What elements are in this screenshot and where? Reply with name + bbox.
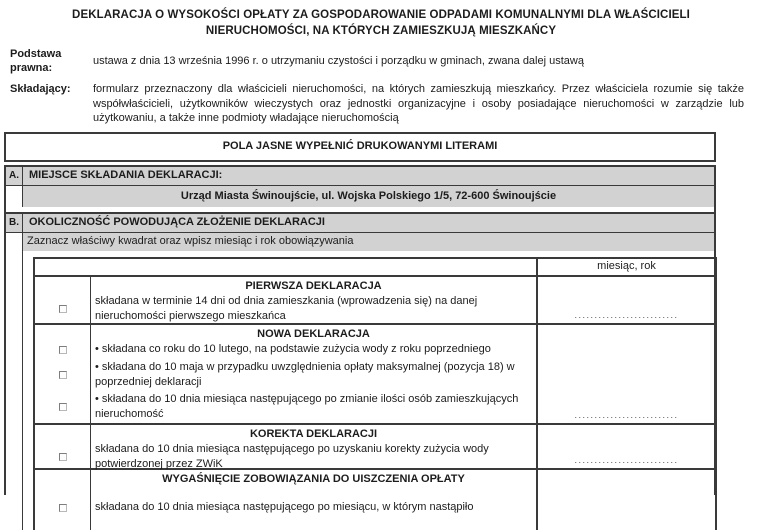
instruction-spacer (6, 233, 23, 251)
option-body (35, 277, 536, 323)
checkbox-spacer-cell (35, 425, 91, 442)
checkbox-cell (35, 359, 91, 391)
document-title-line2: NIERUCHOMOŚCI, NA KTÓRYCH ZAMIESZKUJĄ MIESZKAŃCY (205, 25, 557, 37)
month-year-header: miesiąc, rok (536, 259, 715, 275)
section-b-title: OKOLICZNOŚĆ POWODUJĄCA ZŁOŻENIE DEKLARACJI (23, 214, 714, 232)
checkbox-cell (35, 341, 91, 358)
option-item-row (35, 441, 536, 473)
checkbox-spacer-cell (35, 325, 91, 342)
document-title (0, 7, 762, 39)
option-body (35, 325, 536, 423)
document-title-line1: DEKLARACJA O WYSOKOŚCI OPŁATY ZA GOSPODAROWANIE ODPADAMI KOMUNALNYMI DLA WŁAŚCICIELI (72, 9, 690, 21)
expiration-checkbox[interactable] (59, 504, 67, 512)
option-title-row (35, 325, 536, 342)
option-row-correction (35, 425, 715, 470)
option-item-row (35, 391, 536, 423)
option-body (35, 425, 536, 471)
filer-label: Składający: (10, 83, 71, 95)
month-year-input-cell[interactable] (536, 425, 715, 468)
correction-checkbox[interactable] (59, 453, 67, 461)
new-declaration-may-checkbox[interactable] (59, 371, 67, 379)
option-item-text: • składana do 10 dnia miesiąca następującego po zmianie ilości osób zamieszkujących nieruchomość (95, 392, 519, 420)
month-year-input-cell[interactable] (536, 470, 715, 530)
section-b-header-row (6, 212, 714, 233)
month-year-header-row (35, 259, 715, 277)
first-declaration-checkbox[interactable] (59, 305, 67, 313)
office-address-spacer (6, 186, 23, 207)
label-column-spacer (6, 251, 23, 530)
option-row-expiration (35, 470, 715, 530)
section-a-header-row (6, 167, 714, 186)
option-title-row (35, 470, 536, 487)
option-row-first-declaration (35, 277, 715, 325)
option-title: NOWA DEKLARACJA (257, 327, 370, 340)
section-a-title: MIEJSCE SKŁADANIA DEKLARACJI: (23, 167, 714, 185)
section-b-letter: B. (6, 214, 23, 232)
section-a-letter: A. (6, 167, 23, 185)
section-b-content-area (23, 251, 717, 530)
legal-basis-label: Podstawa prawna: (10, 48, 62, 74)
option-body (35, 470, 536, 530)
circumstance-table (33, 257, 717, 530)
office-address-text: Urząd Miasta Świnoujście, ul. Wojska Polskiego 1/5, 72-600 Świnoujście (23, 186, 714, 207)
declaration-form-page (0, 7, 762, 514)
month-year-input-cell[interactable] (536, 277, 715, 323)
dotted-line: .......................... (574, 309, 679, 320)
option-item-row (35, 341, 536, 358)
checkbox-cell (35, 293, 91, 325)
option-item-row (35, 359, 536, 391)
option-title: WYGAŚNIĘCIE ZOBOWIĄZANIA DO UISZCZENIA OPŁATY (162, 472, 465, 485)
dotted-line: .......................... (574, 454, 679, 465)
option-item-text: • składana co roku do 10 lutego, na podstawie zużycia wody z roku poprzedniego (95, 343, 491, 356)
option-item-text: • składana do 10 maja w przypadku uwzględnienia opłaty maksymalnej (pozycja 18) w poprzedniej deklaracji (95, 360, 515, 388)
form-table (4, 165, 716, 514)
option-title: KOREKTA DEKLARACJI (249, 427, 378, 440)
checkbox-cell (35, 486, 91, 529)
option-title-row (35, 277, 536, 294)
option-item-text: składana do 10 dnia miesiąca następującego po miesiącu, w którym nastąpiło (95, 501, 474, 514)
new-declaration-february-checkbox[interactable] (59, 346, 67, 354)
option-item-text: składana w terminie 14 dni od dnia zamieszkania (wprowadzenia się) na danej nieruchomości pierwszego mieszkańca (95, 295, 478, 323)
section-b-instruction: Zaznacz właściwy kwadrat oraz wpisz miesiąc i rok obowiązywania (23, 233, 714, 251)
dotted-line: .......................... (574, 409, 679, 420)
checkbox-cell (35, 391, 91, 423)
fill-instruction-box (4, 132, 716, 162)
new-declaration-monthly-checkbox[interactable] (59, 403, 67, 411)
option-title-row (35, 425, 536, 442)
section-b-instruction-row (6, 233, 714, 251)
section-b-content-row (6, 251, 714, 530)
checkbox-spacer-cell (35, 470, 91, 487)
option-row-new-declaration (35, 325, 715, 425)
checkbox-spacer-cell (35, 277, 91, 294)
legal-basis-text: ustawa z dnia 13 września 1996 r. o utrzymaniu czystości i porządku w gminach, zwana dalej ustawą (93, 54, 584, 67)
office-address-row (6, 186, 714, 207)
header-empty-cell (35, 259, 536, 275)
checkbox-cell (35, 441, 91, 473)
fill-instruction-text: POLA JASNE WYPEŁNIĆ DRUKOWANYMI LITERAMI (222, 140, 498, 153)
option-item-row (35, 293, 536, 325)
option-item-text: składana do 10 dnia miesiąca następującego po uzyskaniu korekty zużycia wody potwierdzonej przez ZWiK (95, 443, 489, 471)
month-year-input-cell[interactable] (536, 325, 715, 423)
filer-row (0, 82, 762, 126)
option-item-row (35, 486, 536, 529)
option-title: PIERWSZA DEKLARACJA (245, 279, 382, 292)
legal-basis-row (0, 47, 762, 75)
filer-text: formularz przeznaczony dla właścicieli nieruchomości, na których zamieszkują mieszkańcy. Przez właściciela rozumie się także współwłaścicieli, użytkowników wieczystych oraz jednostki organizacyjne i osoby posiadające nieruchomości w zarządzie lub użytkowaniu, a także inne podmioty władające nieruchomością (93, 83, 744, 125)
